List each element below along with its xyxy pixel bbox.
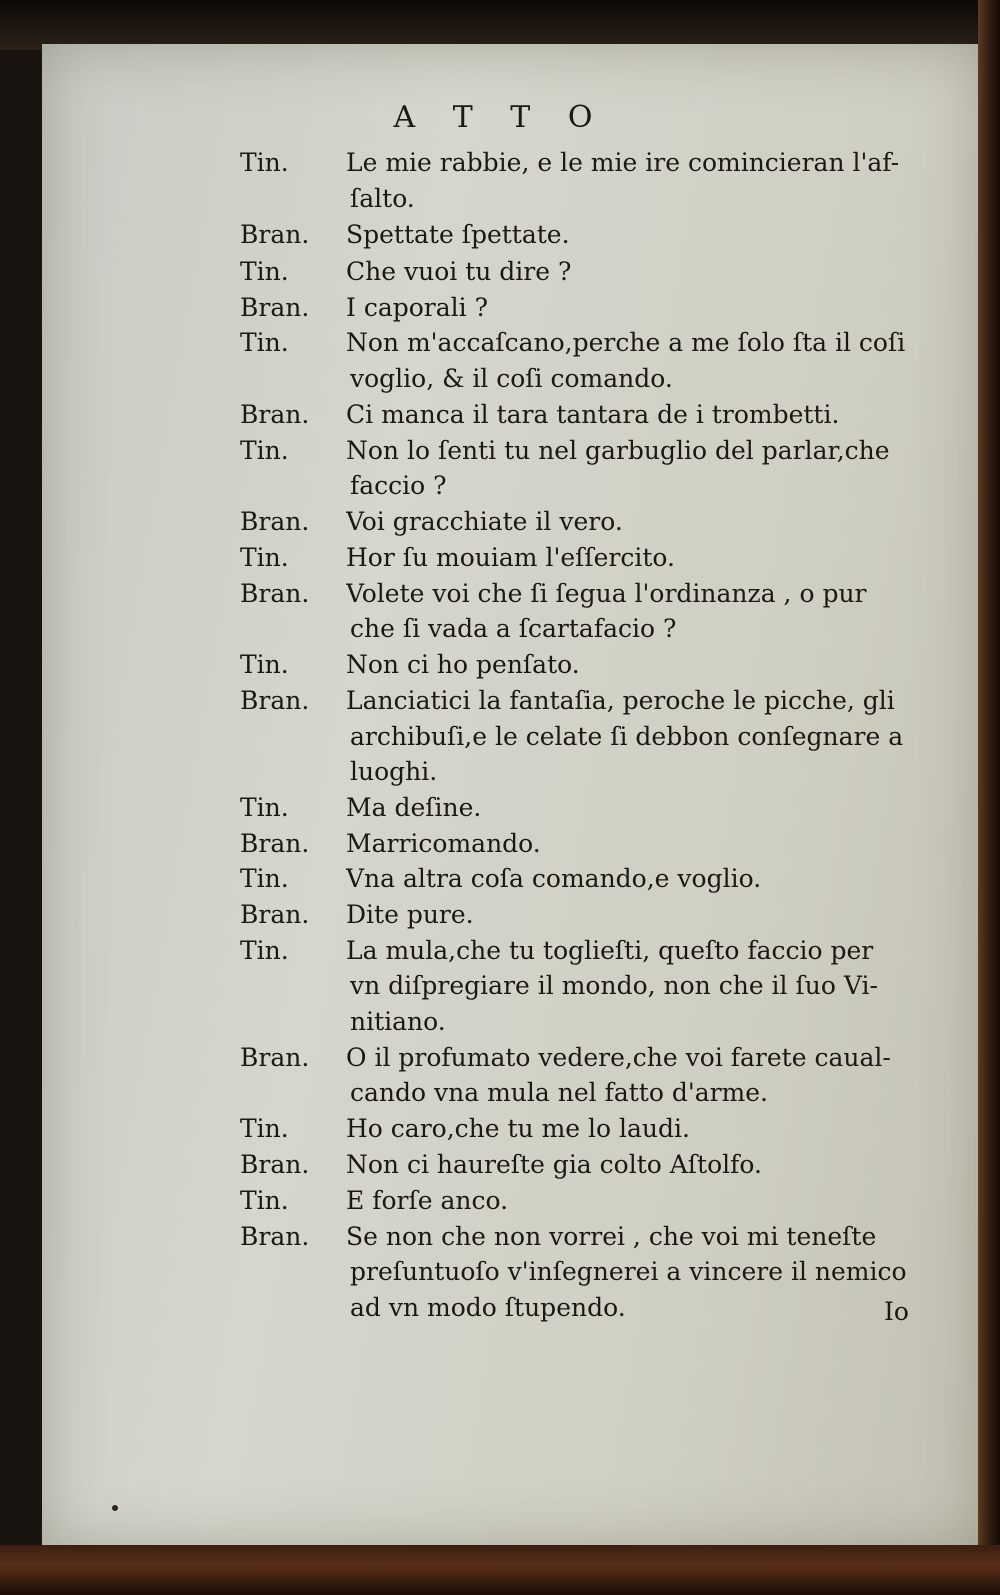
dialogue-line [0,900,1000,936]
dialogue-text: Le mie rabbie, e le mie ire comincieran l'af- [346,148,900,177]
dialogue-text: Marricomando. [346,829,541,858]
speaker-name: Tin. [240,543,289,572]
dialogue-line [0,1007,1000,1043]
scan-background-top [0,0,1000,50]
speaker-name: Bran. [240,220,310,249]
dialogue-text: Che vuoi tu dire ? [346,257,572,286]
dialogue-line [0,1043,1000,1079]
dialogue-line [0,722,1000,758]
dialogue-line [0,1293,1000,1329]
speaker-name: Bran. [240,829,310,858]
dialogue-text: luoghi. [350,757,438,786]
speaker-name: Bran. [240,1150,310,1179]
book-edge-bottom [0,1545,1000,1595]
dialogue-text: Spettate ſpettate. [346,220,570,249]
dialogue-text: Volete voi che ſi ſegua l'ordinanza , o pur [346,579,867,608]
dialogue-line [0,257,1000,293]
dialogue-text: cando vna mula nel fatto d'arme. [350,1078,769,1107]
dialogue-line [0,436,1000,472]
speaker-name: Bran. [240,507,310,536]
speaker-name: Tin. [240,328,289,357]
dialogue-text: Non ci ho penſato. [346,650,580,679]
speaker-name: Bran. [240,1222,310,1251]
dialogue-text: nitiano. [350,1007,446,1036]
dialogue-line [0,1257,1000,1293]
dialogue-text: Non lo ſenti tu nel garbuglio del parlar,che [346,436,890,465]
speaker-name: Tin. [240,148,289,177]
speaker-name: Tin. [240,436,289,465]
dialogue-line [0,184,1000,220]
dialogue-text: Lanciatici la fantaſia, peroche le picche, gli [346,686,895,715]
dialogue-text: vn diſpregiare il mondo, non che il ſuo Vi- [350,971,878,1000]
dialogue-line [0,507,1000,543]
dialogue-text: E forſe anco. [346,1186,509,1215]
dialogue-line [0,1222,1000,1258]
dialogue-line [0,1186,1000,1222]
speaker-name: Tin. [240,793,289,822]
speaker-name: Bran. [240,1043,310,1072]
dialogue-text: Ma deſine. [346,793,482,822]
dialogue-line [0,1078,1000,1114]
speaker-name: Tin. [240,257,289,286]
speaker-name: Tin. [240,936,289,965]
dialogue-line [0,543,1000,579]
dialogue-text: che ſi vada a ſcartafacio ? [350,614,677,643]
dialogue-line [0,650,1000,686]
dialogue-line [0,471,1000,507]
speaker-name: Tin. [240,1114,289,1143]
dialogue-text: Dite pure. [346,900,474,929]
dialogue-text: Voi gracchiate il vero. [346,507,623,536]
dialogue-line [0,936,1000,972]
dialogue-line [0,400,1000,436]
speaker-name: Bran. [240,400,310,429]
dialogue-text: O il profumato vedere,che voi farete caual- [346,1043,891,1072]
dialogue-line [0,579,1000,615]
dialogue-text: preſuntuoſo v'inſegnerei a vincere il nemico [350,1257,907,1286]
speaker-name: Bran. [240,579,310,608]
dialogue-line [0,328,1000,364]
dialogue-line [0,220,1000,256]
speaker-name: Bran. [240,293,310,322]
dialogue-text: Ho caro,che tu me lo laudi. [346,1114,690,1143]
paper-speck [112,1505,118,1511]
dialogue-text: archibuſi,e le celate ſi debbon conſegnare a [350,722,904,751]
speaker-name: Tin. [240,864,289,893]
dialogue-line [0,686,1000,722]
dialogue-line [0,757,1000,793]
dialogue-text: ad vn modo ſtupendo. [350,1293,626,1322]
catchword: Io [884,1297,909,1326]
dialogue-line [0,148,1000,184]
dialogue-text: Vna altra coſa comando,e voglio. [346,864,762,893]
dialogue-text: Ci manca il tara tantara de i trombetti. [346,400,840,429]
speaker-name: Tin. [240,1186,289,1215]
dialogue-text: faccio ? [350,471,447,500]
dialogue-text: Hor ſu mouiam l'eſſercito. [346,543,675,572]
dialogue-line [0,293,1000,329]
dialogue-text: Se non che non vorrei , che voi mi teneſte [346,1222,877,1251]
dialogue-text: Non m'accaſcano,perche a me ſolo ſta il coſi [346,328,906,357]
speaker-name: Bran. [240,900,310,929]
dialogue-line [0,1114,1000,1150]
dialogue-text: Non ci haureſte gia colto Aſtolfo. [346,1150,762,1179]
dialogue-text: ſalto. [350,184,415,213]
dialogue-text: I caporali ? [346,293,488,322]
running-head: A T T O [393,100,607,135]
dialogue-line [0,971,1000,1007]
dialogue-line [0,614,1000,650]
dialogue-line [0,864,1000,900]
speaker-name: Tin. [240,650,289,679]
speaker-name: Bran. [240,686,310,715]
dialogue-line [0,1150,1000,1186]
dialogue-text: voglio, & il coſi comando. [350,364,673,393]
dialogue-line [0,793,1000,829]
dialogue-line [0,364,1000,400]
dialogue-line [0,829,1000,865]
dialogue-text: La mula,che tu toglieſti, queſto faccio per [346,936,874,965]
